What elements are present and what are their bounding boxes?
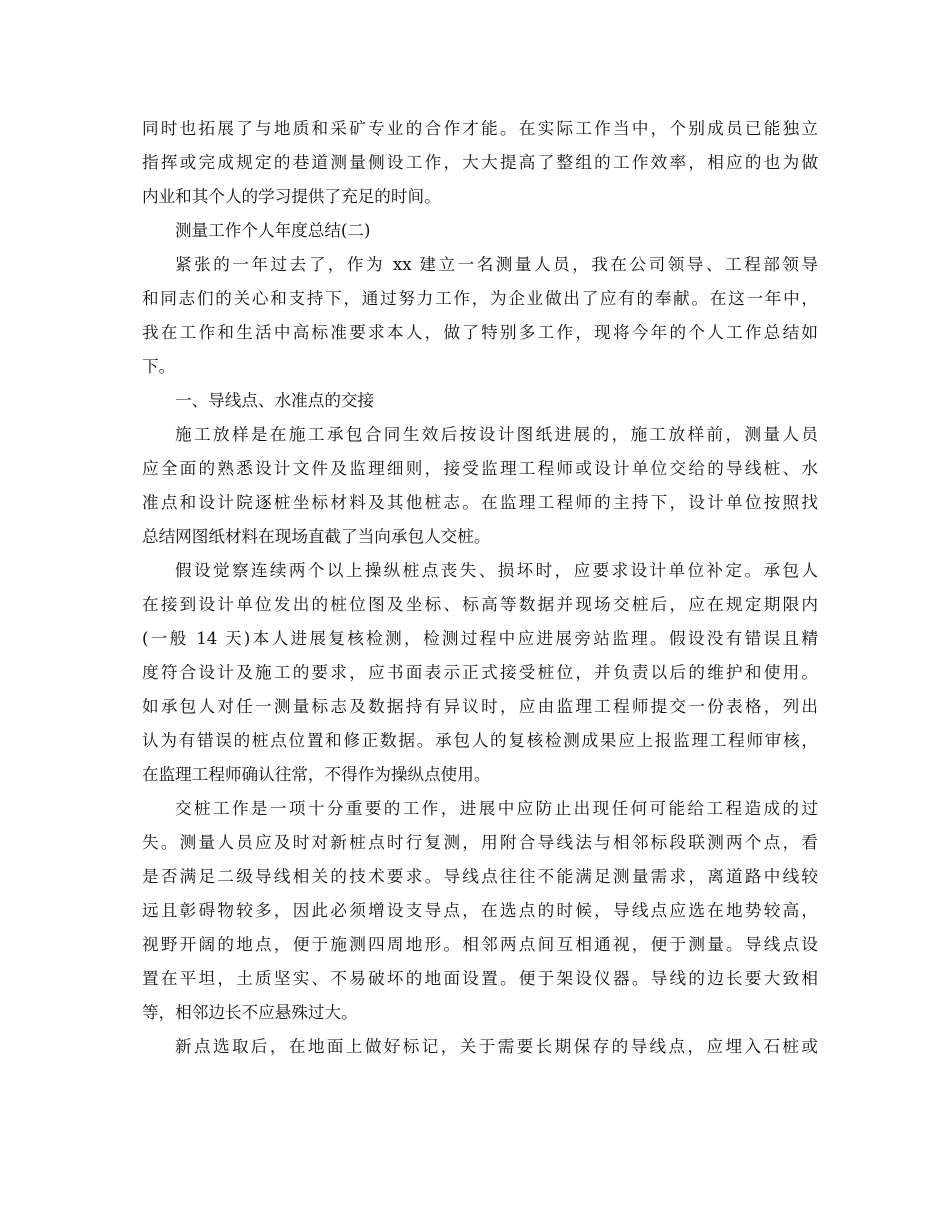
text-line: 视野开阔的地点，便于施测四周地形。相邻两点间互相通视，便于测量。导线点设	[142, 935, 818, 954]
text-line: 是否满足二级导线相关的技术要求。导线点往往不能满足测量需求，离道路中线较	[142, 867, 818, 886]
text-line: 指挥或完成规定的巷道测量侧设工作，大大提高了整组的工作效率，相应的也为做	[142, 153, 818, 172]
text-line: 在接到设计单位发出的桩位图及坐标、标高等数据并现场交桩后，应在规定期限内	[142, 595, 818, 614]
text-line: 内业和其个人的学习提供了充足的时间。	[142, 187, 441, 206]
text-line: 认为有错误的桩点位置和修正数据。承包人的复核检测成果应上报监理工程师审核，	[142, 731, 818, 750]
text-line: 紧张的一年过去了，作为 xx 建立一名测量人员，我在公司领导、工程部领导	[175, 255, 818, 274]
text-line: 总结网图纸材料在现场直截了当向承包人交桩。	[142, 527, 491, 546]
text-line: 在监理工程师确认往常，不得作为操纵点使用。	[142, 765, 491, 784]
document-body	[142, 112, 818, 1064]
section-heading: 一、导线点、水准点的交接	[175, 391, 375, 410]
text-line: 等，相邻边长不应悬殊过大。	[142, 1003, 358, 1022]
text-line: 准点和设计院逐桩坐标材料及其他桩志。在监理工程师的主持下，设计单位按照找	[142, 493, 818, 512]
text-line: 和同志们的关心和支持下，通过努力工作，为企业做出了应有的奉献。在这一年中，	[142, 289, 818, 308]
text-line: 应全面的熟悉设计文件及监理细则，接受监理工程师或设计单位交给的导线桩、水	[142, 459, 818, 478]
text-line: 新点选取后，在地面上做好标记，关于需要长期保存的导线点，应埋入石桩或	[175, 1037, 818, 1056]
text-line: (一般 14 天)本人进展复核检测，检测过程中应进展旁站监理。假设没有错误且精	[142, 629, 818, 648]
text-line: 度符合设计及施工的要求，应书面表示正式接受桩位，并负责以后的维护和使用。	[142, 663, 818, 682]
text-line: 交桩工作是一项十分重要的工作，进展中应防止出现任何可能给工程造成的过	[175, 799, 818, 818]
section-heading: 测量工作个人年度总结(二)	[175, 221, 371, 240]
text-line: 同时也拓展了与地质和采矿专业的合作才能。在实际工作当中，个别成员已能独立	[142, 119, 818, 138]
text-line: 我在工作和生活中高标准要求本人，做了特别多工作，现将今年的个人工作总结如	[142, 323, 818, 342]
text-line: 如承包人对任一测量标志及数据持有异议时，应由监理工程师提交一份表格，列出	[142, 697, 818, 716]
text-line: 置在平坦，土质坚实、不易破坏的地面设置。便于架设仪器。导线的边长要大致相	[142, 969, 818, 988]
text-line: 失。测量人员应及时对新桩点时行复测，用附合导线法与相邻标段联测两个点，看	[142, 833, 818, 852]
text-line: 施工放样是在施工承包合同生效后按设计图纸进展的，施工放样前，测量人员	[175, 425, 818, 444]
text-line: 远且彰碍物较多，因此必须增设支导点，在选点的时候，导线点应选在地势较高，	[142, 901, 818, 920]
text-line: 假设觉察连续两个以上操纵桩点丧失、损坏时，应要求设计单位补定。承包人	[175, 561, 818, 580]
text-line: 下。	[142, 357, 176, 376]
